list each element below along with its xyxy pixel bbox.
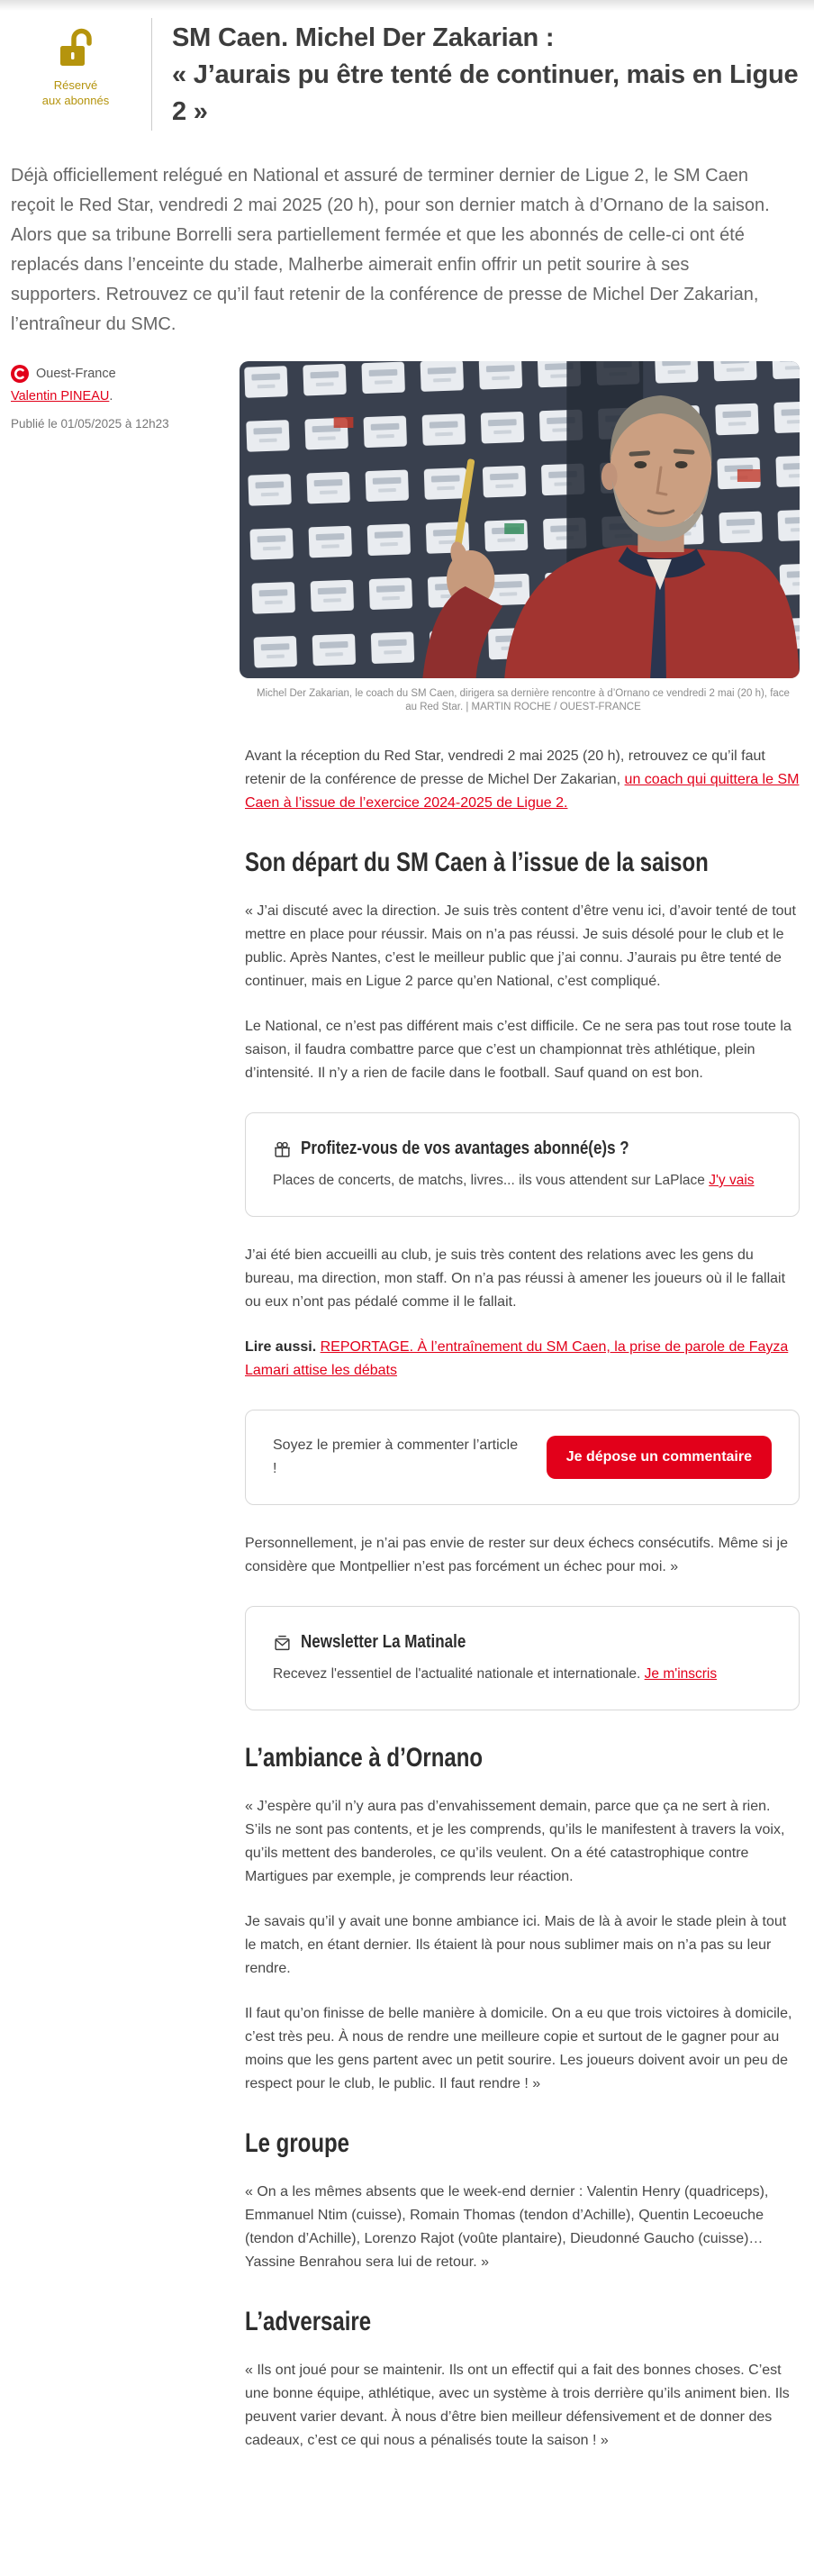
comment-prompt: Soyez le premier à commenter l’article ! [273,1438,519,1476]
newsletter-signup-link[interactable]: Je m'inscris [644,1666,718,1682]
article-photo [240,361,800,678]
paragraph: « J’espère qu’il n’y aura pas d’envahissement demain, parce que ça ne sert à rien. S’ils ne sont pas contents, et je les comprends, qu’ils le manifestent à travers la voix, qu’ils mettent des banderoles, ce qu’ils veulent. On a été catastrophique contre Martigues par exemple, je comprends leur réaction. [245,1799,785,1884]
top-gradient [0,0,814,11]
badge-label: Réservé aux abonnés [41,78,110,107]
paragraph: Je savais qu’il y avait une bonne ambiance ici. Mais de là à avoir le stade plein à tout le match, en étant dernier. Ils étaient là pour nous sublimer mais on n’a pas su leur rendre. [245,1914,787,1976]
section-heading-depart: Son départ du SM Caen à l’issue de la saison [245,848,709,877]
subscriber-benefits-box [245,1112,800,1217]
paragraph: « On a les mêmes absents que le week-end dernier : Valentin Henry (quadriceps), Emmanuel Ntim (cuisse), Romain Thomas (tendon d’Achille), Quentin Lecoeuche (tendon d’Achille), Lorenzo Rajot (voûte plantaire), Dieudonné Gaucho (cuisse)… Yassine Benrahou sera lui de retour. » [245,2184,769,2270]
box-title: Profitez-vous de vos avantages abonné(e)s ? [301,1138,629,1158]
lead-paragraph [245,745,800,815]
ouest-france-logo [11,365,29,383]
brand-name: Ouest-France [36,367,116,381]
publish-date: Publié le 01/05/2025 à 12h23 [11,417,169,431]
section-heading-adversaire: L’adversaire [245,2307,372,2336]
media-row [0,354,814,714]
photo-caption: Michel Der Zakarian, le coach du SM Caen, dirigera sa dernière rencontre à d’Ornano ce vendredi 2 mai (20 h), face au Red Star. | MARTIN ROCHE / OUEST-FRANCE [257,688,790,712]
paragraph: « Ils ont joué pour se maintenir. Ils ont un effectif qui a fait des bonnes choses. C’est une bonne équipe, athlétique, avec un système à trois derrière qu’ils animent bien. Ils peuvent varier devant. À nous d’être bien meilleur défensivement et de donner des cadeaux, c’est ce qui nous a pénalisés toute la saison ! » [245,2363,790,2448]
title-column [151,18,814,131]
box-title-row [273,1630,772,1654]
author-link[interactable]: Valentin PINEAU [11,389,110,404]
section-heading-groupe: Le groupe [245,2128,350,2158]
box-text [273,1169,772,1193]
lead-text: Avant la réception du Red Star, vendredi 2 mai 2025 (20 h), retrouvez ce qu’il faut retenir de la conférence de presse de Michel Der Zakarian, [245,748,765,787]
subscriber-badge [0,18,151,131]
article-header [0,11,814,147]
lead-link[interactable]: un coach qui quittera le SM Caen à l’issue de l’exercice 2024-2025 de Ligue 2. [245,772,800,811]
box-title-row [273,1137,772,1160]
article-figure [240,361,807,714]
box-text [273,1663,772,1686]
read-also-label: Lire aussi. [245,1339,317,1355]
newsletter-box [245,1606,800,1710]
post-comment-button[interactable]: Je dépose un commentaire [547,1436,772,1479]
promo-text: Places de concerts, de matchs, livres... ils vous attendent sur LaPlace [273,1173,705,1188]
paragraph: Personnellement, je n’ai pas envie de rester sur deux échecs consécutifs. Même si je considère que Montpellier n’est pas forcément un échec pour moi. » [245,1536,788,1574]
read-also-link[interactable]: REPORTAGE. À l’entraînement du SM Caen, la prise de parole de Fayza Lamari attise les débats [245,1339,789,1378]
gift-icon [273,1139,292,1158]
comment-box [245,1410,800,1505]
author-suffix: . [109,389,113,404]
section-heading-ambiance: L’ambiance à d’Ornano [245,1743,484,1773]
envelope-icon [273,1633,292,1652]
newsletter-text: Recevez l'essentiel de l'actualité nationale et internationale. [273,1666,641,1682]
promo-link[interactable]: J'y vais [709,1173,755,1188]
page-title: SM Caen. Michel Der Zakarian : « J’aurais pu être tenté de continuer, mais en Ligue 2 » [172,23,799,126]
paragraph: Le National, ce n’est pas différent mais c’est difficile. Ce ne sera pas tout rose toute la saison, il faudra combattre parce que c’est un championnat très athlétique, plein d’intensité. Il n’y a rien de facile dans le football. Sauf quand on est bon. [245,1019,791,1081]
article-standfirst: Déjà officiellement relégué en National et assuré de terminer dernier de Ligue 2, le SM Caen reçoit le Red Star, vendredi 2 mai 2025 (20 h), pour son dernier match à d’Ornano de la saison. Alors que sa tribune Borrelli sera partiellement fermée et que les abonnés de celle-ci ont été replacés dans l’enceinte du stade, Malherbe aimerait enfin offrir un petit sourire à ses supporters. Retrouvez ce qu’il faut retenir de la conférence de presse de Michel Der Zakarian, l’entraîneur du SMC. [11,166,770,334]
author-line [11,389,240,404]
open-padlock-icon [55,27,96,70]
paragraph: « J’ai discuté avec la direction. Je suis très content d’être venu ici, d’avoir tenté de tout mettre en place pour réussir. Mais on n’a pas réussi. Je suis désolé pour le club et le public. Après Nantes, c’est le meilleur public que j’ai connu. J’aurais pu être tenté de continuer, mais en Ligue 2 parce qu’en National, c’est compliqué. [245,903,796,989]
paragraph: Il faut qu’on finisse de belle manière à domicile. On a eu que trois victoires à domicile, c’est très peu. À nous de rendre une meilleure copie et surtout de le gagner pour au moins que les gens partent avec un petit sourire. Les joueurs doivent avoir un peu de respect pour le club, le public. Il faut rendre ! » [245,2006,792,2091]
brand-row [11,365,240,383]
read-also [245,1336,800,1383]
byline [11,361,240,714]
paragraph: J’ai été bien accueilli au club, je suis très content des relations avec les gens du bureau, ma direction, mon staff. On n’a pas réussi à amener les joueurs où il le fallait ou eux n’ont pas pédalé comme il le fallait. [245,1247,786,1310]
box-title: Newsletter La Matinale [301,1632,466,1652]
article-body [245,745,800,2453]
